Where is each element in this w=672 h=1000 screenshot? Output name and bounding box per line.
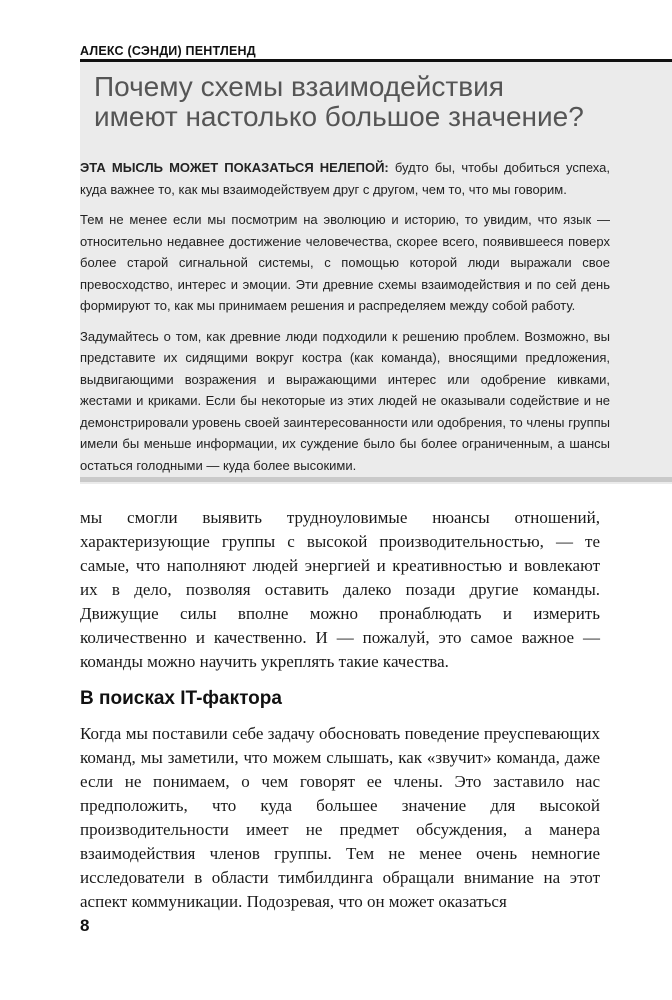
sidebar-text [80,157,610,485]
body-text [80,722,600,914]
page-number: 8 [80,916,90,935]
body-paragraph: Когда мы поставили себе задачу обосновать поведение преуспевающих команд, мы заметили, что можем слышать, как «звучит» команда, даже если не понимаем, о чем говорят ее члены. Это заставило нас предположить, что куда большее значение для высокой производительности имеет не предмет обсуждения, а манера взаимодействия членов группы. Тем не менее очень немногие исследователи в области тимбилдинга обращали внимание на этот аспект коммуникации. Подозревая, что он может оказаться [80,724,600,911]
sidebar-bottom-rule [80,477,672,482]
sidebar-paragraph [80,157,610,200]
sidebar-paragraph: Тем не менее если мы посмотрим на эволюцию и историю, то увидим, что язык — относительно недавнее достижение человечества, скорее всего, появившееся поверх более старой сигнальной системы, с помощью которой люди выражали свое превосходство, интерес и эмоции. Эти древние схемы взаимодействия и по сей день формируют то, как мы принимаем решения и распределяем между собой работу. [80,212,610,313]
sidebar-lead-in: ЭТА МЫСЛЬ МОЖЕТ ПОКАЗАТЬСЯ НЕЛЕПОЙ: [80,160,389,175]
sidebar-title-line: имеют настолько большое значение? [94,101,584,132]
running-head: АЛЕКС (СЭНДИ) ПЕНТЛЕНД [80,44,256,58]
sidebar-title-line: Почему схемы взаимодействия [94,71,504,102]
sidebar-paragraph: Задумайтесь о том, как древние люди подходили к решению проблем. Возможно, вы представите их сидящими вокруг костра (как команда), вносящими предложения, выдвигающими возражения и выражающими интерес или одобрение кивками, жестами и криками. Если бы некоторые из этих людей не оказывали содействие и не демонстрировали уровень своей заинтересованности или одобрения, то члены группы имели бы меньше информации, их суждение было бы более ограниченным, а шансы остаться голодными — куда более высокими. [80,328,610,473]
body-text [80,506,600,674]
sidebar-paragraph-text: будто бы, чтобы добиться успеха, куда важнее то, как мы взаимодействуем друг с другом, чем то, что мы говорим. [80,160,610,197]
section-heading: В поисках IT-фактора [80,688,282,709]
sidebar-box [80,59,672,484]
sidebar-title [94,72,654,132]
body-paragraph: мы смогли выявить трудноуловимые нюансы отношений, характеризующие группы с высокой производительностью, — те самые, что наполняют людей энергией и креативностью и вовлекают их в дело, позволяя оставить далеко позади другие команды. Движущие силы вполне можно пронаблюдать и измерить количественно и качественно. И — пожалуй, это самое важное — команды можно научить укреплять такие качества. [80,508,600,671]
